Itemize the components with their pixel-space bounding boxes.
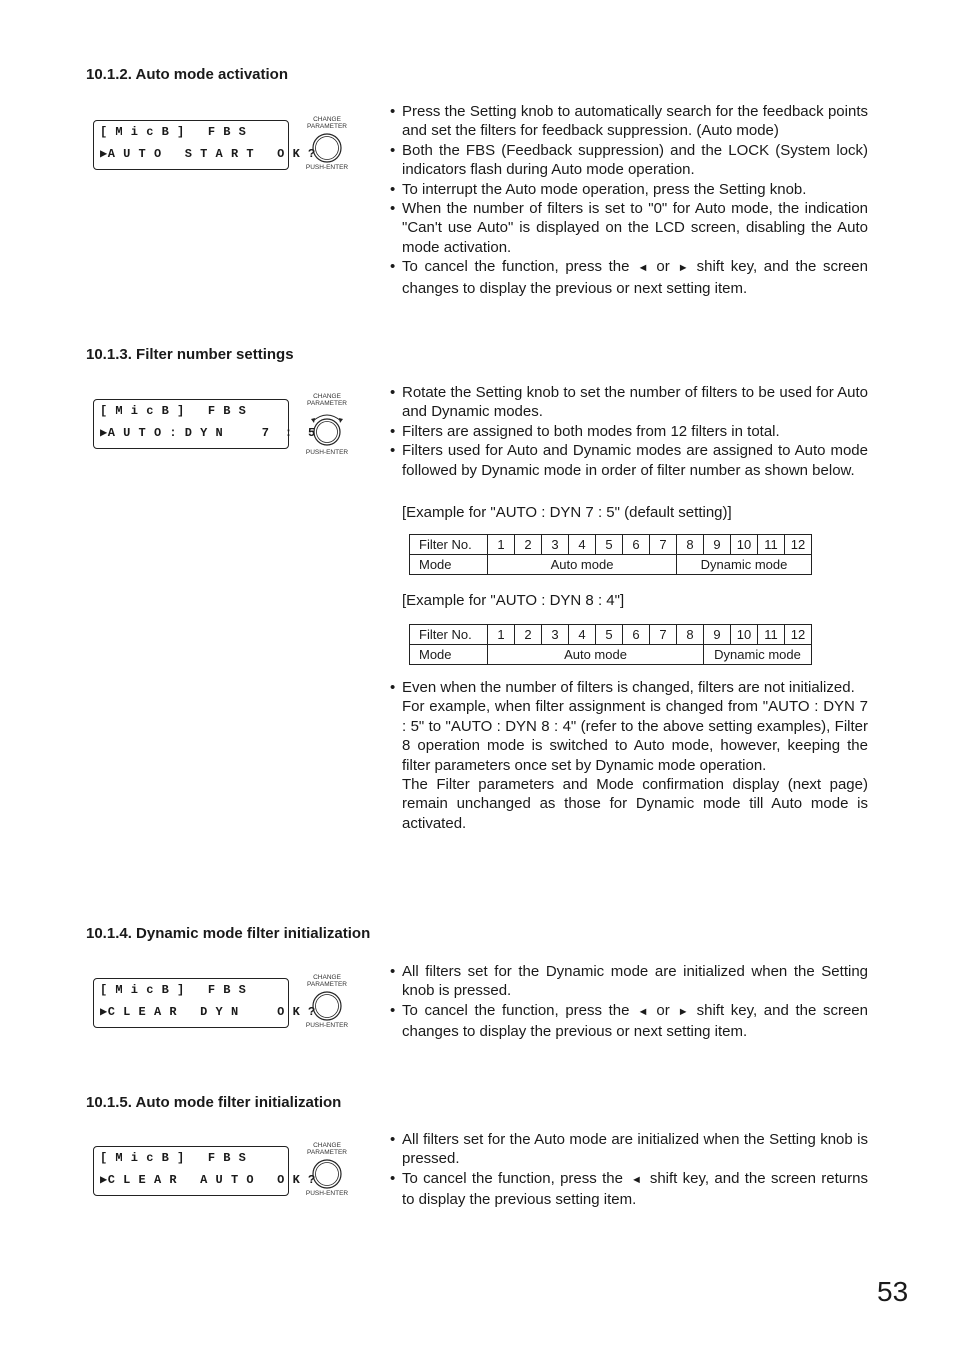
knob-icon — [309, 988, 345, 1022]
setting-knob[interactable] — [300, 974, 354, 1034]
list-item: • Both the FBS (Feedback suppression) and the LOCK (System lock) indicators flash during Auto mode operation. — [390, 141, 868, 180]
setting-knob[interactable] — [300, 116, 354, 176]
list-item: • To interrupt the Auto mode operation, press the Setting knob. — [390, 180, 868, 199]
table-row — [410, 625, 812, 645]
list-item: • Press the Setting knob to automatically search for the feedback points and set the filters for feedback suppression. (Auto mode) — [390, 102, 868, 141]
table-cell: Filter No. — [410, 535, 488, 555]
knob-label-top: CHANGE PARAMETER — [307, 393, 347, 407]
table-cell: 3 — [542, 625, 569, 645]
lcd-display — [93, 120, 316, 170]
cursor-icon: ▶ — [100, 1005, 108, 1019]
knob-label-top: CHANGE PARAMETER — [307, 116, 347, 130]
knob-label-bottom: PUSH-ENTER — [305, 449, 349, 456]
cursor-icon: ▶ — [100, 147, 108, 161]
table-cell: Mode — [410, 555, 488, 575]
table-cell: Filter No. — [410, 625, 488, 645]
table-row — [410, 555, 812, 575]
right-arrow-icon: ► — [677, 262, 689, 275]
table-cell: 11 — [758, 535, 785, 555]
bullet-list — [390, 678, 868, 833]
table-cell: 12 — [785, 535, 812, 555]
knob-label-top: CHANGE PARAMETER — [307, 974, 347, 988]
list-item: • To cancel the function, press the ◄ shift key, and the screen returns to display the previous setting item. — [390, 1169, 868, 1210]
table-cell: 3 — [542, 535, 569, 555]
section-heading: 10.1.2. Auto mode activation — [86, 66, 288, 83]
table-cell: 11 — [758, 625, 785, 645]
lcd-display — [93, 1146, 316, 1196]
list-item: • Rotate the Setting knob to set the number of filters to be used for Auto and Dynamic modes. — [390, 383, 868, 422]
table-cell: 1 — [488, 625, 515, 645]
knob-icon — [309, 1156, 345, 1190]
note-paragraph: The Filter parameters and Mode confirmation display (next page) remain unchanged as those for Dynamic mode till Auto mode is activated. — [402, 776, 868, 832]
example-caption: [Example for "AUTO : DYN 8 : 4"] — [402, 592, 625, 609]
table-cell: 6 — [623, 535, 650, 555]
note-paragraph: For example, when filter assignment is changed from "AUTO : DYN 7 : 5" to "AUTO : DYN 8 : 4" (refer to the above setting examples), Filter 8 operation mode is switched to Auto mode, however, keeping the filter parameters once set by Dynamic mode operation. — [402, 698, 868, 774]
left-arrow-icon: ◄ — [630, 1173, 642, 1186]
table-cell: 8 — [677, 625, 704, 645]
table-cell-dynamic-mode: Dynamic mode — [677, 555, 812, 575]
knob-rotate-icon — [309, 407, 345, 449]
table-cell: 8 — [677, 535, 704, 555]
lcd-line-1: [ M i c B ] F B S — [100, 125, 247, 139]
table-cell: 9 — [704, 625, 731, 645]
table-cell-auto-mode: Auto mode — [488, 555, 677, 575]
table-cell: 4 — [569, 625, 596, 645]
cursor-icon: ▶ — [100, 426, 108, 440]
lcd-display — [93, 399, 316, 449]
lcd-display — [93, 978, 316, 1028]
table-cell: 9 — [704, 535, 731, 555]
table-cell: 4 — [569, 535, 596, 555]
bullet-list — [390, 962, 868, 1042]
section-heading: 10.1.5. Auto mode filter initialization — [86, 1094, 342, 1111]
table-cell: 7 — [650, 535, 677, 555]
table-cell: 5 — [596, 625, 623, 645]
table-cell: 12 — [785, 625, 812, 645]
lcd-line-2: ▶C L E A R A U T O O K ? — [100, 1173, 316, 1187]
list-item: • All filters set for the Auto mode are initialized when the Setting knob is pressed. — [390, 1130, 868, 1169]
knob-label-bottom: PUSH-ENTER — [305, 1022, 349, 1029]
lcd-line-1: [ M i c B ] F B S — [100, 1151, 247, 1165]
table-cell: 10 — [731, 625, 758, 645]
table-cell: 6 — [623, 625, 650, 645]
filter-table — [409, 624, 812, 665]
table-cell: Mode — [410, 645, 488, 665]
table-cell: 7 — [650, 625, 677, 645]
list-item: • All filters set for the Dynamic mode are initialized when the Setting knob is pressed. — [390, 962, 868, 1001]
table-cell-auto-mode: Auto mode — [488, 645, 704, 665]
lcd-line-2: ▶A U T O S T A R T O K ? — [100, 147, 316, 161]
bullet-list — [390, 383, 868, 480]
table-cell-dynamic-mode: Dynamic mode — [704, 645, 812, 665]
table-cell: 2 — [515, 625, 542, 645]
knob-label-bottom: PUSH-ENTER — [305, 164, 349, 171]
table-cell: 1 — [488, 535, 515, 555]
knob-label-bottom: PUSH-ENTER — [305, 1190, 349, 1197]
lcd-line-1: [ M i c B ] F B S — [100, 983, 247, 997]
lcd-line-2: ▶C L E A R D Y N O K ? — [100, 1005, 316, 1019]
cursor-icon: ▶ — [100, 1173, 108, 1187]
list-item: • Even when the number of filters is changed, filters are not initialized. For example, when filter assignment is changed from "AUTO : DYN 7 : 5" to "AUTO : DYN 8 : 4" (refer to the above setting examples), Filter 8 operation mode is switched to Auto mode, however, keeping the filter parameters once set by Dynamic mode operation. The Filter parameters and Mode confirmation display (next page) remain unchanged as those for Dynamic mode till Auto mode is activated. — [390, 678, 868, 833]
setting-knob[interactable] — [300, 1142, 354, 1202]
left-arrow-icon: ◄ — [637, 262, 649, 275]
table-cell: 2 — [515, 535, 542, 555]
table-row — [410, 645, 812, 665]
left-arrow-icon: ◄ — [637, 1005, 649, 1018]
setting-knob[interactable] — [300, 393, 354, 456]
table-cell: 5 — [596, 535, 623, 555]
list-item: • To cancel the function, press the ◄ or ► shift key, and the screen changes to display the previous or next setting item. — [390, 1001, 868, 1042]
page-number: 53 — [877, 1276, 909, 1307]
section-heading: 10.1.3. Filter number settings — [86, 346, 294, 363]
right-arrow-icon: ► — [677, 1005, 689, 1018]
list-item: • Filters used for Auto and Dynamic modes are assigned to Auto mode followed by Dynamic mode in order of filter number as shown below. — [390, 441, 868, 480]
list-item: • When the number of filters is set to "0" for Auto mode, the indication "Can't use Auto" is displayed on the LCD screen, disabling the Auto mode activation. — [390, 199, 868, 257]
list-item: • Filters are assigned to both modes from 12 filters in total. — [390, 422, 868, 441]
table-cell: 10 — [731, 535, 758, 555]
knob-label-top: CHANGE PARAMETER — [307, 1142, 347, 1156]
bullet-list — [390, 102, 868, 298]
lcd-line-1: [ M i c B ] F B S — [100, 404, 247, 418]
knob-icon — [309, 130, 345, 164]
section-heading: 10.1.4. Dynamic mode filter initialization — [86, 925, 371, 942]
list-item: • To cancel the function, press the ◄ or ► shift key, and the screen changes to display the previous or next setting item. — [390, 257, 868, 298]
lcd-line-2: ▶A U T O : D Y N 7 : 5 — [100, 426, 316, 440]
table-row — [410, 535, 812, 555]
example-caption: [Example for "AUTO : DYN 7 : 5" (default setting)] — [402, 504, 732, 521]
bullet-list — [390, 1130, 868, 1210]
filter-table — [409, 534, 812, 575]
